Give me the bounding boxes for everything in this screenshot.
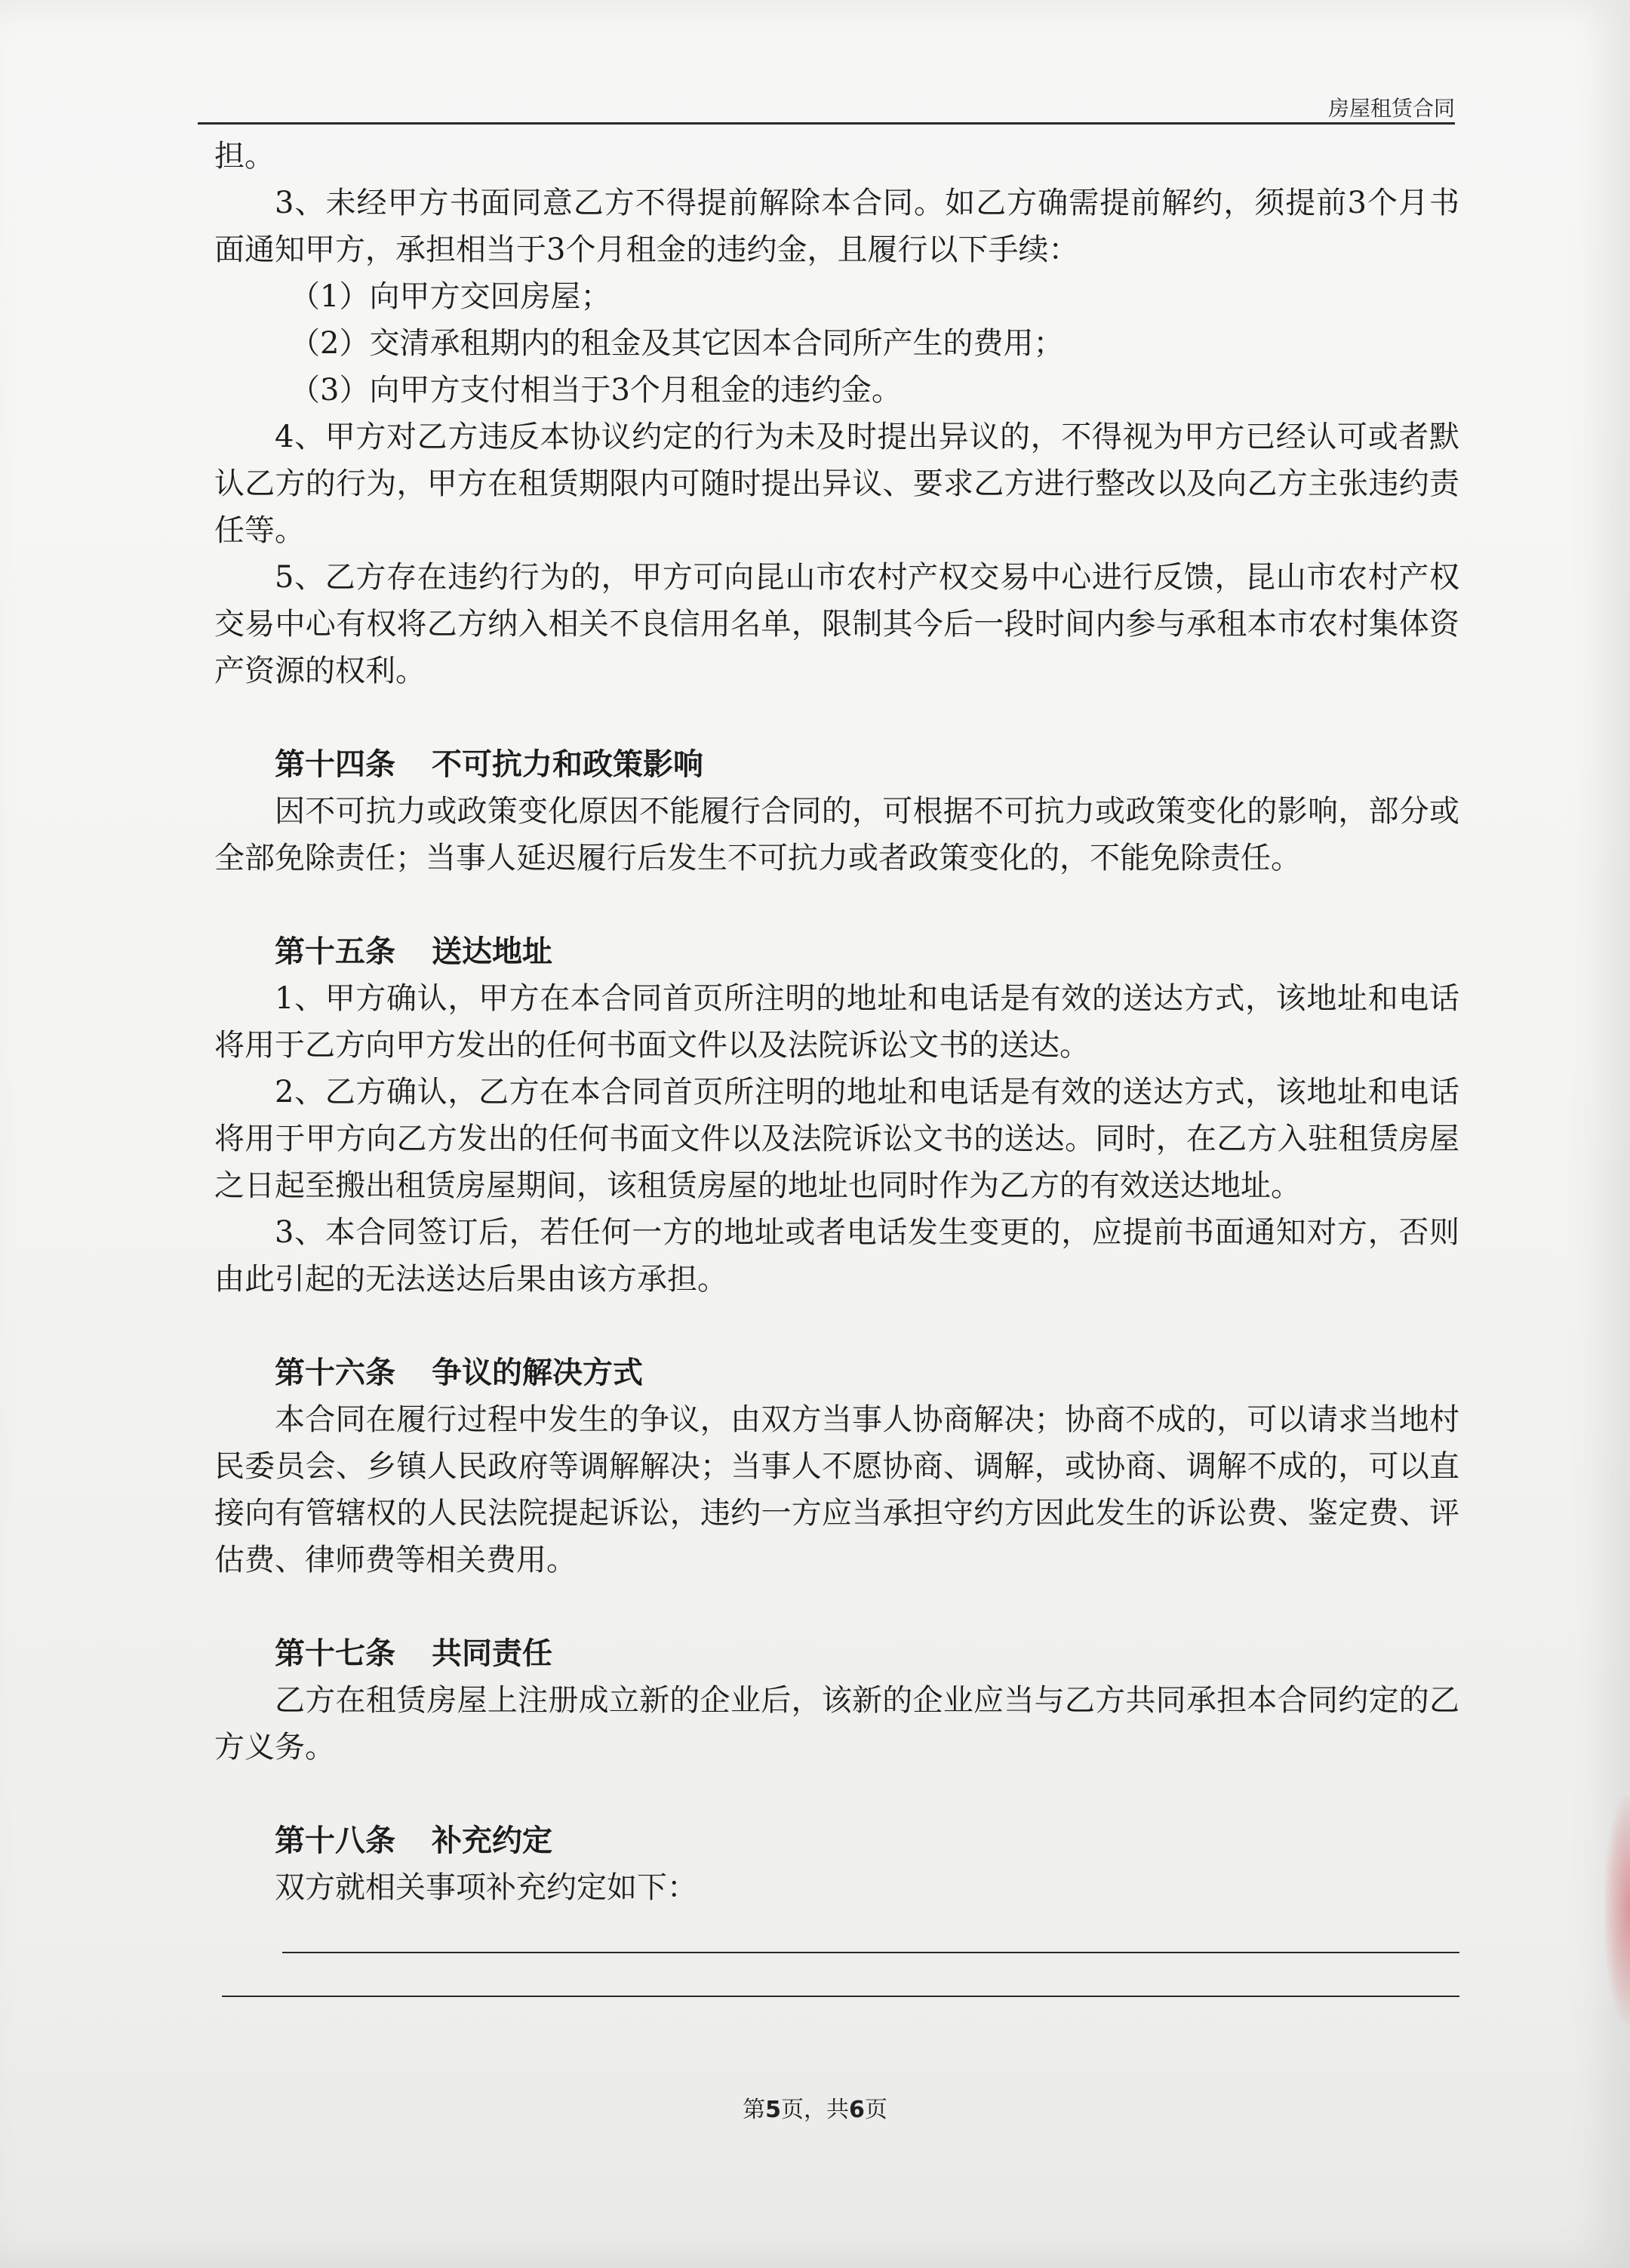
- clause18-number: 第十八条: [275, 1823, 395, 1858]
- page-number-suffix: 页: [864, 2097, 887, 2123]
- page-number-middle: 页，共: [781, 2097, 849, 2123]
- clause16-heading: [214, 1349, 1459, 1396]
- clause17-text: 乙方在租赁房屋上注册成立新的企业后，该新的企业应当与乙方共同承担本合同约定的乙方义务。: [214, 1683, 1459, 1765]
- contract-body: [214, 133, 1459, 1997]
- clause13-item5: 5、乙方存在违约行为的，甲方可向昆山市农村产权交易中心进行反馈，昆山市农村产权交易中心有权将乙方纳入相关不良信用名单，限制其今后一段时间内参与承租本市农村集体资产资源的权利。: [214, 560, 1459, 688]
- clause16-title: 争议的解决方式: [432, 1355, 643, 1390]
- clause15-item3: 3、本合同签订后，若任何一方的地址或者电话发生变更的，应提前书面通知对方，否则由此引起的无法送达后果由该方承担。: [214, 1215, 1459, 1297]
- clause14-title: 不可抗力和政策影响: [432, 746, 703, 782]
- page-number-prefix: 第: [743, 2097, 766, 2123]
- clause13-item3: 3、未经甲方书面同意乙方不得提前解除本合同。如乙方确需提前解约，须提前3个月书面通知甲方，承担相当于3个月租金的违约金，且履行以下手续：: [214, 186, 1459, 267]
- clause18-text: 双方就相关事项补充约定如下：: [275, 1870, 697, 1905]
- header-title: 房屋租赁合同: [1327, 96, 1455, 121]
- clause15-item1: 1、甲方确认，甲方在本合同首页所注明的地址和电话是有效的送达方式，该地址和电话将用于乙方向甲方发出的任何书面文件以及法院诉讼文书的送达。: [214, 981, 1459, 1063]
- clause17-heading: [214, 1630, 1459, 1677]
- seal-stamp-edge: [1604, 1796, 1630, 2023]
- clause18-heading: [214, 1817, 1459, 1864]
- header-rule: [198, 122, 1455, 125]
- clause14-heading: [214, 741, 1459, 788]
- current-page: 5: [765, 2097, 781, 2123]
- clause15-title: 送达地址: [432, 934, 552, 969]
- clause17-title: 共同责任: [432, 1636, 552, 1671]
- clause13-sub3: （3）向甲方支付相当于3个月租金的违约金。: [290, 373, 902, 408]
- clause15-item2: 2、乙方确认，乙方在本合同首页所注明的地址和电话是有效的送达方式，该地址和电话将用于甲方向乙方发出的任何书面文件以及法院诉讼文书的送达。同时，在乙方入驻租赁房屋之日起至搬出租赁房屋期间，该租赁房屋的地址也同时作为乙方的有效送达地址。: [214, 1075, 1459, 1203]
- clause16-text: 本合同在履行过程中发生的争议，由双方当事人协商解决；协商不成的，可以请求当地村民委员会、乡镇人民政府等调解解决；当事人不愿协商、调解，或协商、调解不成的，可以直接向有管辖权的人民法院提起诉讼，违约一方应当承担守约方因此发生的诉讼费、鉴定费、评估费、律师费等相关费用。: [214, 1402, 1459, 1577]
- supplement-blank-line: [282, 1952, 1459, 1953]
- total-pages: 6: [849, 2097, 865, 2123]
- clause13-sub2: （2）交清承租期内的租金及其它因本合同所产生的费用；: [290, 326, 1064, 361]
- clause13-item4: 4、甲方对乙方违反本协议约定的行为未及时提出异议的，不得视为甲方已经认可或者默认乙方的行为，甲方在租赁期限内可随时提出异议、要求乙方进行整改以及向乙方主张违约责任等。: [214, 420, 1459, 548]
- clause13-sub1: （1）向甲方交回房屋；: [290, 279, 611, 314]
- clause16-number: 第十六条: [275, 1355, 395, 1390]
- clause15-number: 第十五条: [275, 934, 395, 969]
- clause17-number: 第十七条: [275, 1636, 395, 1671]
- continuation-text: 担。: [214, 139, 275, 174]
- clause14-number: 第十四条: [275, 746, 395, 782]
- clause15-heading: [214, 928, 1459, 975]
- page-number: [0, 2091, 1630, 2124]
- clause14-text: 因不可抗力或政策变化原因不能履行合同的，可根据不可抗力或政策变化的影响，部分或全部免除责任；当事人延迟履行后发生不可抗力或者政策变化的，不能免除责任。: [214, 794, 1459, 876]
- supplement-blank-line: [222, 1996, 1459, 1997]
- clause18-title: 补充约定: [432, 1823, 552, 1858]
